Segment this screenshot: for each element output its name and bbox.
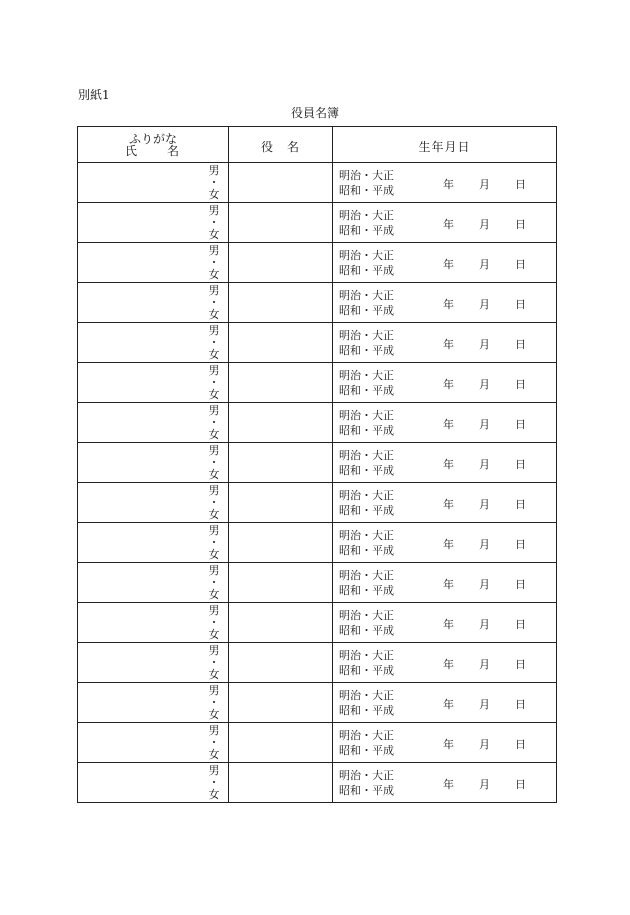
birthdate-cell[interactable] <box>333 443 557 482</box>
sex-separator: ・ <box>208 536 220 549</box>
sex-selector[interactable] <box>208 165 220 201</box>
month-label: 月 <box>479 658 490 671</box>
year-label: 年 <box>443 298 454 311</box>
era-options[interactable] <box>339 248 394 278</box>
birthdate-cell[interactable] <box>333 363 557 402</box>
birthdate-cell[interactable] <box>333 763 557 802</box>
sex-separator: ・ <box>208 176 220 189</box>
era-options[interactable] <box>339 448 394 478</box>
year-label: 年 <box>443 738 454 751</box>
sex-selector[interactable] <box>208 405 220 441</box>
position-cell[interactable] <box>229 323 333 362</box>
era-meiji-taisho[interactable]: 明治・大正 <box>339 769 394 782</box>
era-showa-heisei[interactable]: 昭和・平成 <box>339 504 394 517</box>
month-label: 月 <box>479 338 490 351</box>
era-options[interactable] <box>339 648 394 678</box>
position-cell[interactable] <box>229 603 333 642</box>
male-option[interactable]: 男 <box>208 364 220 377</box>
name-cell[interactable] <box>78 243 229 282</box>
position-cell[interactable] <box>229 283 333 322</box>
position-cell[interactable] <box>229 203 333 242</box>
sex-selector[interactable] <box>208 685 220 721</box>
female-option[interactable]: 女 <box>208 468 220 481</box>
sex-separator: ・ <box>208 576 220 589</box>
name-cell[interactable] <box>78 683 229 722</box>
day-label: 日 <box>515 378 526 391</box>
position-cell[interactable] <box>229 763 333 802</box>
era-showa-heisei[interactable]: 昭和・平成 <box>339 584 394 597</box>
male-option[interactable]: 男 <box>208 404 220 417</box>
year-label: 年 <box>443 178 454 191</box>
table-row <box>78 643 557 683</box>
month-label: 月 <box>479 218 490 231</box>
year-label: 年 <box>443 778 454 791</box>
year-label: 年 <box>443 578 454 591</box>
table-row <box>78 323 557 363</box>
era-options[interactable] <box>339 608 394 638</box>
annex-label: 別紙1 <box>78 88 110 102</box>
sex-selector[interactable] <box>208 725 220 761</box>
month-label: 月 <box>479 178 490 191</box>
table-row <box>78 363 557 403</box>
year-label: 年 <box>443 698 454 711</box>
era-showa-heisei[interactable]: 昭和・平成 <box>339 624 394 637</box>
female-option[interactable]: 女 <box>208 228 220 241</box>
era-showa-heisei[interactable]: 昭和・平成 <box>339 264 394 277</box>
day-label: 日 <box>515 418 526 431</box>
day-label: 日 <box>515 778 526 791</box>
sex-separator: ・ <box>208 696 220 709</box>
name-cell[interactable] <box>78 203 229 242</box>
sex-selector[interactable] <box>208 245 220 281</box>
month-label: 月 <box>479 498 490 511</box>
era-meiji-taisho[interactable]: 明治・大正 <box>339 489 394 502</box>
sex-separator: ・ <box>208 216 220 229</box>
birthdate-cell[interactable] <box>333 403 557 442</box>
sex-separator: ・ <box>208 456 220 469</box>
name-cell[interactable] <box>78 523 229 562</box>
sex-selector[interactable] <box>208 645 220 681</box>
table-row <box>78 443 557 483</box>
era-options[interactable] <box>339 768 394 798</box>
position-cell[interactable] <box>229 563 333 602</box>
birthdate-cell[interactable] <box>333 683 557 722</box>
birthdate-cell[interactable] <box>333 323 557 362</box>
year-label: 年 <box>443 498 454 511</box>
day-label: 日 <box>515 178 526 191</box>
table-row <box>78 483 557 523</box>
era-options[interactable] <box>339 208 394 238</box>
page-title: 役員名簿 <box>290 106 339 120</box>
male-option[interactable]: 男 <box>208 724 220 737</box>
era-showa-heisei[interactable]: 昭和・平成 <box>339 224 394 237</box>
table-row <box>78 523 557 563</box>
female-option[interactable]: 女 <box>208 388 220 401</box>
day-label: 日 <box>515 698 526 711</box>
sex-separator: ・ <box>208 776 220 789</box>
day-label: 日 <box>515 578 526 591</box>
female-option[interactable]: 女 <box>208 588 220 601</box>
female-option[interactable]: 女 <box>208 668 220 681</box>
table-header-row <box>78 127 557 163</box>
era-options[interactable] <box>339 568 394 598</box>
era-options[interactable] <box>339 328 394 358</box>
birthdate-cell[interactable] <box>333 603 557 642</box>
female-option[interactable]: 女 <box>208 308 220 321</box>
male-option[interactable]: 男 <box>208 684 220 697</box>
birthdate-header-cell <box>333 127 557 162</box>
male-option[interactable]: 男 <box>208 484 220 497</box>
month-label: 月 <box>479 418 490 431</box>
era-showa-heisei[interactable]: 昭和・平成 <box>339 304 394 317</box>
day-label: 日 <box>515 338 526 351</box>
sex-selector[interactable] <box>208 605 220 641</box>
sex-separator: ・ <box>208 376 220 389</box>
birthdate-cell[interactable] <box>333 163 557 202</box>
name-cell[interactable] <box>78 443 229 482</box>
year-label: 年 <box>443 658 454 671</box>
female-option[interactable]: 女 <box>208 548 220 561</box>
year-label: 年 <box>443 418 454 431</box>
era-meiji-taisho[interactable]: 明治・大正 <box>339 649 394 662</box>
name-cell[interactable] <box>78 723 229 762</box>
sex-separator: ・ <box>208 656 220 669</box>
birthdate-cell[interactable] <box>333 483 557 522</box>
day-label: 日 <box>515 498 526 511</box>
table-row <box>78 203 557 243</box>
era-meiji-taisho[interactable]: 明治・大正 <box>339 569 394 582</box>
name-cell[interactable] <box>78 563 229 602</box>
male-option[interactable]: 男 <box>208 204 220 217</box>
sex-selector[interactable] <box>208 365 220 401</box>
month-label: 月 <box>479 698 490 711</box>
table-row <box>78 283 557 323</box>
era-showa-heisei[interactable]: 昭和・平成 <box>339 544 394 557</box>
table-row <box>78 723 557 763</box>
position-cell[interactable] <box>229 723 333 762</box>
era-meiji-taisho[interactable]: 明治・大正 <box>339 609 394 622</box>
day-label: 日 <box>515 458 526 471</box>
birthdate-cell[interactable] <box>333 563 557 602</box>
male-option[interactable]: 男 <box>208 324 220 337</box>
table-row <box>78 163 557 203</box>
era-options[interactable] <box>339 728 394 758</box>
name-cell[interactable] <box>78 283 229 322</box>
name-cell[interactable] <box>78 163 229 202</box>
birthdate-cell[interactable] <box>333 283 557 322</box>
era-options[interactable] <box>339 688 394 718</box>
year-label: 年 <box>443 338 454 351</box>
year-label: 年 <box>443 378 454 391</box>
month-label: 月 <box>479 458 490 471</box>
year-label: 年 <box>443 458 454 471</box>
sex-selector[interactable] <box>208 445 220 481</box>
sex-selector[interactable] <box>208 765 220 801</box>
male-option[interactable]: 男 <box>208 644 220 657</box>
era-showa-heisei[interactable]: 昭和・平成 <box>339 464 394 477</box>
era-showa-heisei[interactable]: 昭和・平成 <box>339 384 394 397</box>
sex-separator: ・ <box>208 616 220 629</box>
female-option[interactable]: 女 <box>208 788 220 801</box>
female-option[interactable]: 女 <box>208 268 220 281</box>
era-options[interactable] <box>339 288 394 318</box>
era-options[interactable] <box>339 408 394 438</box>
position-cell[interactable] <box>229 403 333 442</box>
era-showa-heisei[interactable]: 昭和・平成 <box>339 704 394 717</box>
name-cell[interactable] <box>78 643 229 682</box>
female-option[interactable]: 女 <box>208 428 220 441</box>
year-label: 年 <box>443 618 454 631</box>
female-option[interactable]: 女 <box>208 628 220 641</box>
officer-roster-table <box>77 126 557 803</box>
name-cell[interactable] <box>78 323 229 362</box>
male-option[interactable]: 男 <box>208 564 220 577</box>
table-row <box>78 563 557 603</box>
position-cell[interactable] <box>229 163 333 202</box>
sex-selector[interactable] <box>208 485 220 521</box>
era-options[interactable] <box>339 168 394 198</box>
era-showa-heisei[interactable]: 昭和・平成 <box>339 664 394 677</box>
table-row <box>78 243 557 283</box>
male-option[interactable]: 男 <box>208 524 220 537</box>
female-option[interactable]: 女 <box>208 508 220 521</box>
month-label: 月 <box>479 778 490 791</box>
day-label: 日 <box>515 538 526 551</box>
era-meiji-taisho[interactable]: 明治・大正 <box>339 369 394 382</box>
birthdate-cell[interactable] <box>333 243 557 282</box>
era-options[interactable] <box>339 528 394 558</box>
era-options[interactable] <box>339 368 394 398</box>
era-meiji-taisho[interactable]: 明治・大正 <box>339 729 394 742</box>
month-label: 月 <box>479 618 490 631</box>
sex-separator: ・ <box>208 336 220 349</box>
sex-selector[interactable] <box>208 525 220 561</box>
era-meiji-taisho[interactable]: 明治・大正 <box>339 209 394 222</box>
position-cell[interactable] <box>229 683 333 722</box>
sex-separator: ・ <box>208 416 220 429</box>
era-meiji-taisho[interactable]: 明治・大正 <box>339 689 394 702</box>
sex-separator: ・ <box>208 256 220 269</box>
position-cell[interactable] <box>229 443 333 482</box>
era-showa-heisei[interactable]: 昭和・平成 <box>339 184 394 197</box>
male-option[interactable]: 男 <box>208 444 220 457</box>
sex-separator: ・ <box>208 736 220 749</box>
birthdate-cell[interactable] <box>333 523 557 562</box>
sex-separator: ・ <box>208 496 220 509</box>
name-cell[interactable] <box>78 403 229 442</box>
male-option[interactable]: 男 <box>208 164 220 177</box>
era-meiji-taisho[interactable]: 明治・大正 <box>339 169 394 182</box>
month-label: 月 <box>479 538 490 551</box>
position-cell[interactable] <box>229 643 333 682</box>
position-cell[interactable] <box>229 243 333 282</box>
month-label: 月 <box>479 578 490 591</box>
table-row <box>78 403 557 443</box>
era-showa-heisei[interactable]: 昭和・平成 <box>339 344 394 357</box>
birthdate-header: 生年月日 <box>418 140 471 154</box>
year-label: 年 <box>443 258 454 271</box>
furigana-header: ふりがな <box>128 132 177 146</box>
era-meiji-taisho[interactable]: 明治・大正 <box>339 329 394 342</box>
era-showa-heisei[interactable]: 昭和・平成 <box>339 784 394 797</box>
position-header: 役 名 <box>260 140 300 154</box>
era-meiji-taisho[interactable]: 明治・大正 <box>339 409 394 422</box>
birthdate-cell[interactable] <box>333 723 557 762</box>
sex-selector[interactable] <box>208 565 220 601</box>
month-label: 月 <box>479 298 490 311</box>
table-row <box>78 683 557 723</box>
birthdate-cell[interactable] <box>333 643 557 682</box>
day-label: 日 <box>515 618 526 631</box>
male-option[interactable]: 男 <box>208 604 220 617</box>
era-showa-heisei[interactable]: 昭和・平成 <box>339 424 394 437</box>
birthdate-cell[interactable] <box>333 203 557 242</box>
table-row <box>78 763 557 803</box>
name-header-cell <box>78 127 229 162</box>
male-option[interactable]: 男 <box>208 764 220 777</box>
female-option[interactable]: 女 <box>208 188 220 201</box>
sex-selector[interactable] <box>208 205 220 241</box>
era-meiji-taisho[interactable]: 明治・大正 <box>339 289 394 302</box>
month-label: 月 <box>479 738 490 751</box>
position-cell[interactable] <box>229 363 333 402</box>
position-cell[interactable] <box>229 483 333 522</box>
year-label: 年 <box>443 218 454 231</box>
position-cell[interactable] <box>229 523 333 562</box>
male-option[interactable]: 男 <box>208 244 220 257</box>
month-label: 月 <box>479 258 490 271</box>
male-option[interactable]: 男 <box>208 284 220 297</box>
day-label: 日 <box>515 738 526 751</box>
era-showa-heisei[interactable]: 昭和・平成 <box>339 744 394 757</box>
position-header-cell <box>229 127 333 162</box>
female-option[interactable]: 女 <box>208 708 220 721</box>
day-label: 日 <box>515 298 526 311</box>
day-label: 日 <box>515 658 526 671</box>
name-header: 氏 名 <box>124 144 181 158</box>
day-label: 日 <box>515 218 526 231</box>
sex-selector[interactable] <box>208 285 220 321</box>
name-cell[interactable] <box>78 603 229 642</box>
female-option[interactable]: 女 <box>208 748 220 761</box>
sex-selector[interactable] <box>208 325 220 361</box>
year-label: 年 <box>443 538 454 551</box>
era-meiji-taisho[interactable]: 明治・大正 <box>339 249 394 262</box>
sex-separator: ・ <box>208 296 220 309</box>
month-label: 月 <box>479 378 490 391</box>
era-meiji-taisho[interactable]: 明治・大正 <box>339 529 394 542</box>
era-meiji-taisho[interactable]: 明治・大正 <box>339 449 394 462</box>
name-cell[interactable] <box>78 363 229 402</box>
era-options[interactable] <box>339 488 394 518</box>
female-option[interactable]: 女 <box>208 348 220 361</box>
table-row <box>78 603 557 643</box>
name-cell[interactable] <box>78 483 229 522</box>
name-cell[interactable] <box>78 763 229 802</box>
day-label: 日 <box>515 258 526 271</box>
